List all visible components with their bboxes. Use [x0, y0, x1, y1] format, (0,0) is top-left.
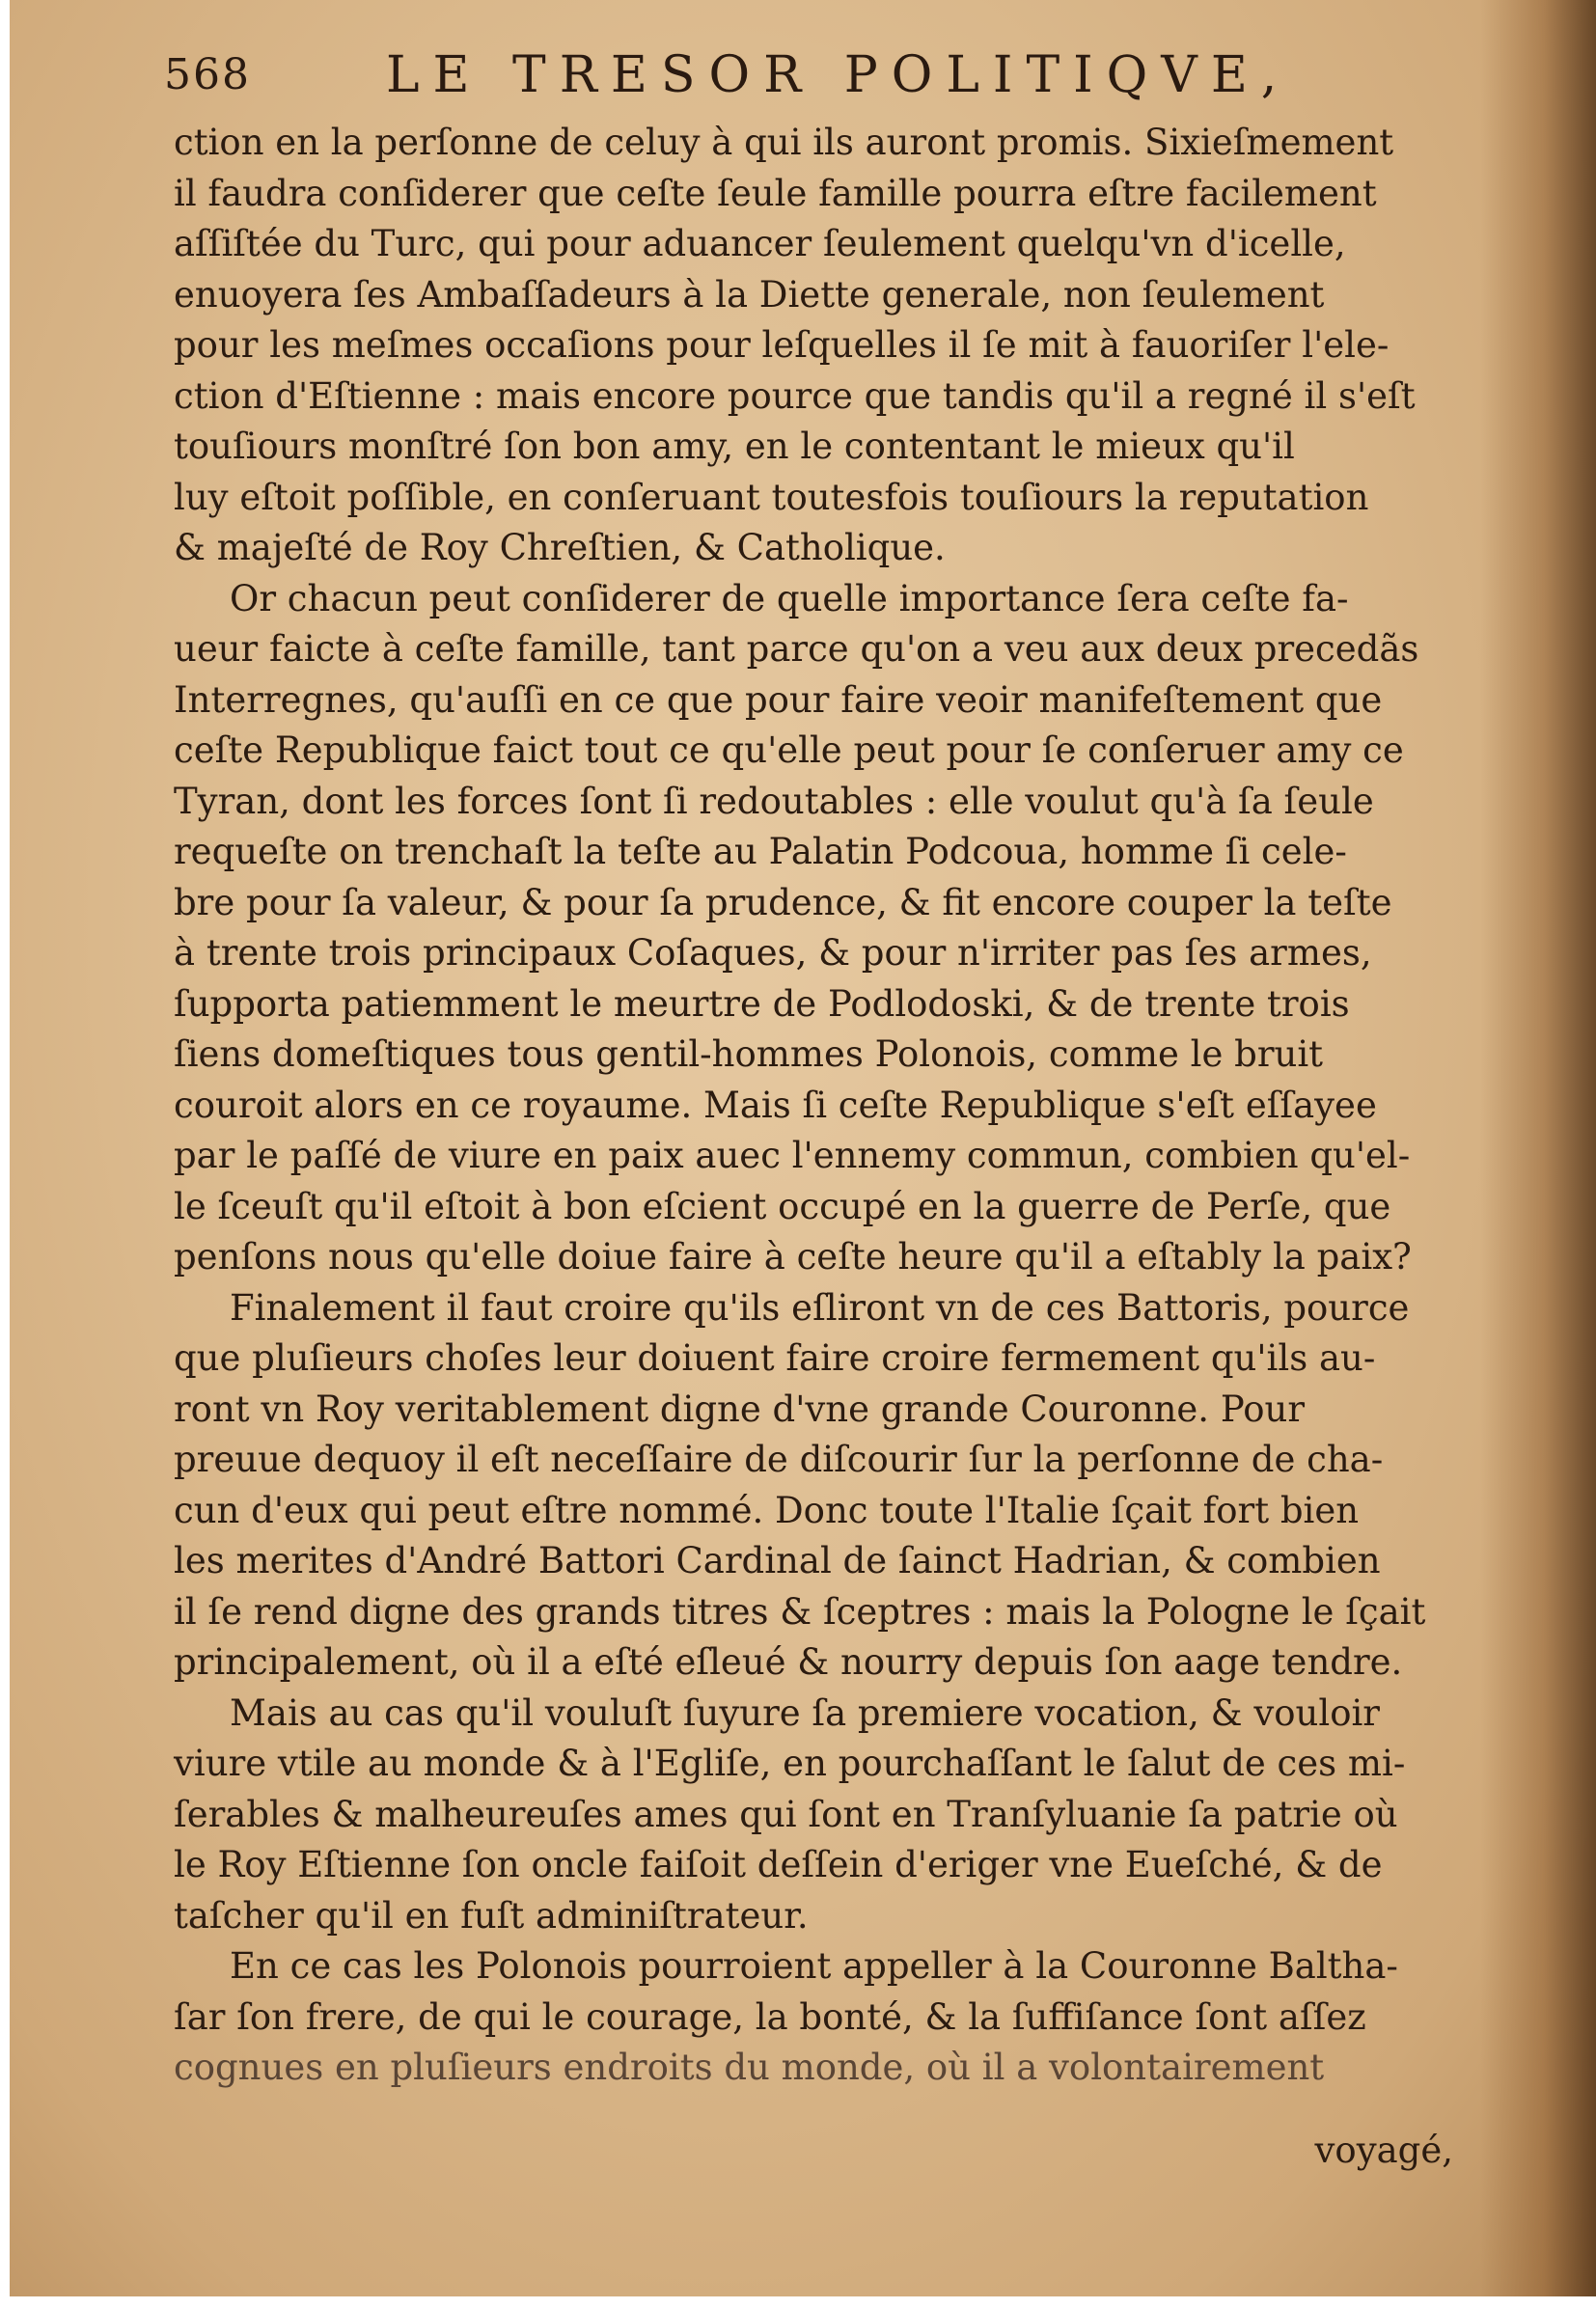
text-line: il ſe rend digne des grands titres & ſceptres : mais la Pologne le ſçait — [174, 1590, 1426, 1633]
text-line: ſerables & malheureuſes ames qui ſont en Tranſyluanie ſa patrie où — [174, 1793, 1398, 1835]
text-line: ſiens domeſtiques tous gentil-hommes Polonois, comme le bruit — [174, 1033, 1324, 1075]
body-text — [174, 118, 1457, 2094]
text-line: principalement, où il a eſté eſleué & nourry depuis ſon aage tendre. — [174, 1641, 1403, 1683]
text-line: enuoyera ſes Ambaſſadeurs à la Diette generale, non ſeulement — [174, 273, 1325, 316]
text-line: taſcher qu'il en fuſt adminiſtrateur. — [174, 1894, 809, 1937]
text-line: à trente trois principaux Coſaques, & pour n'irriter pas ſes armes, — [174, 932, 1372, 974]
text-line: ction en la perſonne de celuy à qui ils auront promis. Sixieſmement — [174, 122, 1394, 163]
text-line: aſſiſtée du Turc, qui pour aduancer ſeulement quelqu'vn d'icelle, — [174, 223, 1346, 264]
text-line: cognues en pluſieurs endroits du monde, où il a volontairement — [174, 2047, 1325, 2088]
text-line: Finalement il faut croire qu'ils eſliront vn de ces Battoris, pource — [230, 1286, 1410, 1329]
catchword: voyagé, — [1314, 2130, 1453, 2171]
text-line: En ce cas les Polonois pourroient appeller à la Couronne Baltha- — [230, 1945, 1398, 1987]
text-line: bre pour ſa valeur, & pour ſa prudence, & fit encore couper la teſte — [174, 881, 1392, 923]
text-line: couroit alors en ce royaume. Mais ſi ceſte Republique s'eſt eſſayee — [174, 1084, 1377, 1126]
text-line: ueur faicte à ceſte famille, tant parce qu'on a veu aux deux precedãs — [174, 628, 1419, 670]
text-line: que pluſieurs choſes leur doiuent faire croire fermement qu'ils au- — [174, 1337, 1376, 1379]
text-line: luy eſtoit poſſible, en conſeruant toutesfois touſiours la reputation — [174, 476, 1369, 518]
text-line: pour les meſmes occaſions pour leſquelles il ſe mit à fauoriſer l'ele- — [174, 324, 1390, 366]
text-line: ront vn Roy veritablement digne d'vne grande Couronne. Pour — [174, 1388, 1306, 1430]
text-line: il faudra conſiderer que ceſte ſeule famille pourra eſtre facilement — [174, 172, 1377, 214]
page-header — [164, 39, 1361, 116]
text-line: par le paſſé de viure en paix auec l'ennemy commun, combien qu'el- — [174, 1135, 1411, 1176]
text-line: requeſte on trenchaſt la teſte au Palatin Podcoua, homme ſi cele- — [174, 831, 1347, 872]
text-line: Or chacun peut conſiderer de quelle importance ſera ceſte fa- — [230, 577, 1349, 619]
text-line: ſupporta patiemment le meurtre de Podlodoski, & de trente trois — [174, 982, 1350, 1025]
text-line: ſar ſon frere, de qui le courage, la bonté, & la ſuffiſance ſont aſſez — [174, 1995, 1366, 2038]
text-line: touſiours monſtré ſon bon amy, en le contentant le mieux qu'il — [174, 426, 1295, 467]
text-line: preuue dequoy il eſt neceſſaire de diſcourir ſur la perſonne de cha- — [174, 1439, 1384, 1480]
text-line: cun d'eux qui peut eſtre nommé. Donc toute l'Italie ſçait fort bien — [174, 1489, 1360, 1531]
text-line: & majeſté de Roy Chreſtien, & Catholique. — [174, 527, 946, 568]
text-line: Interregnes, qu'auſſi en ce que pour faire veoir manifeſtement que — [174, 678, 1383, 721]
text-line: ceſte Republique faict tout ce qu'elle peut pour ſe conſeruer amy ce — [174, 729, 1404, 771]
book-page — [10, 0, 1596, 2296]
text-line: Mais au cas qu'il vouluſt ſuyure ſa premiere vocation, & vouloir — [230, 1691, 1380, 1734]
text-line: penſons nous qu'elle doiue faire à ceſte heure qu'il a eſtably la paix? — [174, 1236, 1412, 1278]
text-line: Tyran, dont les forces ſont ſi redoutables : elle voulut qu'à ſa ſeule — [174, 780, 1374, 822]
text-line: les merites d'André Battori Cardinal de ſainct Hadrian, & combien — [174, 1540, 1381, 1581]
running-title: LE TRESOR POLITIQVE, — [386, 46, 1291, 104]
text-line: ction d'Eſtienne : mais encore pource que tandis qu'il a regné il s'eſt — [174, 374, 1416, 417]
text-line: viure vtile au monde & à l'Egliſe, en pourchaſſant le ſalut de ces mi- — [174, 1743, 1406, 1784]
page-number: 568 — [164, 50, 251, 99]
text-line: le ſceuſt qu'il eſtoit à bon eſcient occupé en la guerre de Perſe, que — [174, 1185, 1391, 1227]
text-line: le Roy Eſtienne ſon oncle faiſoit deſſein d'eriger vne Eueſché, & de — [174, 1844, 1383, 1885]
